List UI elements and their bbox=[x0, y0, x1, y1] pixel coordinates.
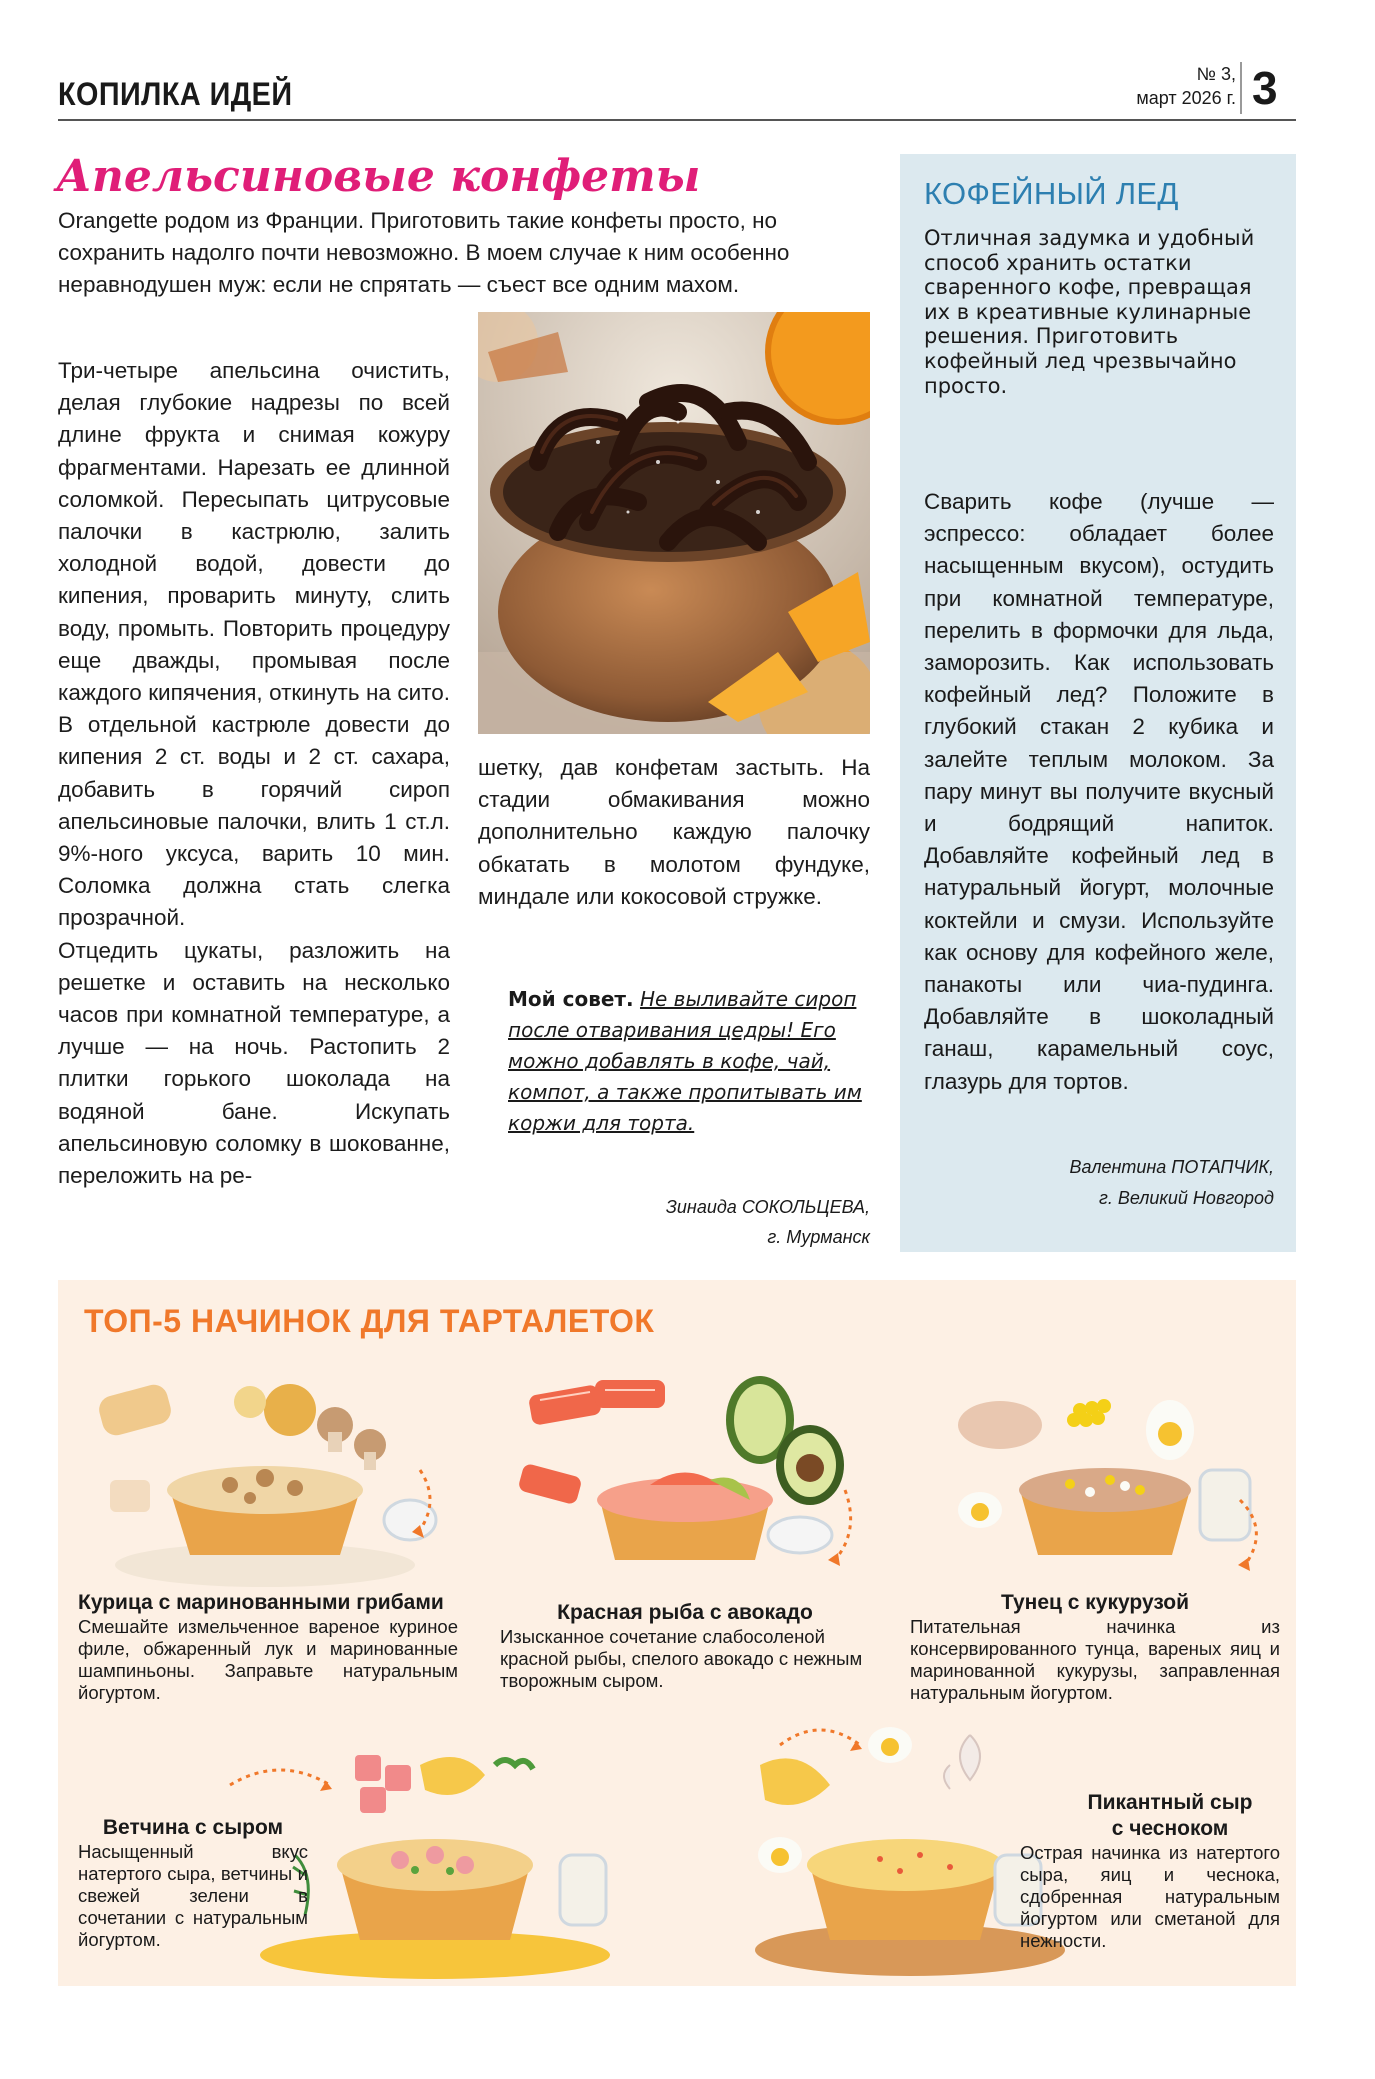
tartlet-tuna-illustration bbox=[940, 1360, 1280, 1590]
article-paragraph: Три-четыре апельсина очистить, делая глубокие надрезы по всей длине фрукта и снимая кожуру фрагментами. Нарезать ее длинной соломкой. Пересыпать цитрусовые палочки в кастрюлю, залить холодной водой, довести до кипения, проварить минуту, слить воду, промыть. Повторить процедуру еще дважды, промывая после каждого кипячения, откинуть на сито. В отдельной кастрюле довести до кипения 2 ст. воды и 2 ст. сахара, добавить в горячий сироп апельсиновые палочки, влить 1 ст.л. 9%-ного уксуса, варить 10 мин. Соломка должна стать слегка прозрачной. bbox=[58, 358, 450, 931]
tartlet-name: Красная рыба с авокадо bbox=[557, 1601, 813, 1624]
section-title: КОПИЛКА ИДЕЙ bbox=[58, 76, 293, 112]
tartlet-name: Курица с маринованными грибами bbox=[78, 1591, 444, 1614]
issue-date: март 2026 г. bbox=[1136, 88, 1236, 108]
coffee-city: г. Великий Новгород bbox=[1098, 1188, 1274, 1208]
advice-block bbox=[508, 984, 870, 1139]
header-rule bbox=[58, 119, 1296, 121]
tartlet-chicken-illustration bbox=[90, 1360, 440, 1590]
tartlet-description: Питательная начинка из консервированного тунца, вареных яиц и маринованной кукурузы, заправленная натуральным йогуртом. bbox=[910, 1616, 1280, 1703]
header-divider bbox=[1240, 62, 1242, 114]
article-intro: Orangette родом из Франции. Приготовить такие конфеты просто, но сохранить надолго почти невозможно. В моем случае к ним особенно неравнодушен муж: если не спрятать — съест все одним махом. bbox=[58, 208, 790, 298]
tartlet-name-line: с чесноком bbox=[1111, 1817, 1229, 1840]
coffee-intro: Отличная задумка и удобный способ хранить остатки сваренного кофе, превращая их в креативные кулинарные решения. Приготовить кофейный лед чрезвычайно просто. bbox=[924, 226, 1255, 398]
tartlet-item-2 bbox=[500, 1600, 870, 1692]
advice-text: Не выливайте сироп после отваривания цедры! Его можно добавлять в кофе, чай, компот, а также пропитывать им коржи для торта. bbox=[508, 987, 862, 1135]
tartlet-item-1 bbox=[78, 1590, 458, 1704]
tartlet-name: Тунец с кукурузой bbox=[1000, 1591, 1190, 1614]
issue-number: № 3, bbox=[1196, 64, 1236, 84]
tartlet-item-4 bbox=[78, 1815, 308, 1951]
tartlet-description: Насыщенный вкус натертого сыра, ветчины и свежей зелени в сочетании с натуральным йогуртом. bbox=[78, 1841, 308, 1950]
article-column-1 bbox=[58, 355, 450, 1192]
coffee-author: Валентина ПОТАПЧИК, bbox=[1069, 1157, 1274, 1177]
article-signature bbox=[540, 1192, 870, 1252]
tartlet-fish-illustration bbox=[510, 1360, 860, 1590]
tartlet-name bbox=[1060, 1790, 1280, 1842]
tartlet-item-5-desc bbox=[1020, 1842, 1280, 1952]
advice-lead: Мой совет. bbox=[508, 987, 634, 1011]
tartlet-item-5 bbox=[1060, 1790, 1280, 1842]
article-author: Зинаида СОКОЛЬЦЕВА, bbox=[665, 1197, 870, 1217]
article-city: г. Мурманск bbox=[767, 1227, 870, 1247]
tartlet-description: Смешайте измельченное вареное куриное филе, обжаренный лук и маринованные шампиньоны. Заправьте натуральным йогуртом. bbox=[78, 1616, 458, 1703]
tartlet-name-line: Пикантный сыр bbox=[1087, 1791, 1253, 1814]
coffee-signature bbox=[924, 1152, 1274, 1214]
tartlet-description: Острая начинка из натертого сыра, яиц и чеснока, сдобренная натуральным йогуртом или сметаной для нежности. bbox=[1020, 1842, 1280, 1951]
tartlet-description: Изысканное сочетание слабосоленой красной рыбы, спелого авокадо с нежным творожным сыром. bbox=[500, 1626, 863, 1691]
chocolate-orange-candies-image bbox=[478, 312, 870, 734]
article-column-2: шетку, дав конфетам застыть. На стадии обмакивания можно дополнительно каждую палочку обкатать в молотом фундуке, миндале или кокосовой стружке. bbox=[478, 755, 870, 909]
tartlet-item-3 bbox=[910, 1590, 1280, 1704]
tartlets-title: ТОП-5 НАЧИНОК ДЛЯ ТАРТАЛЕТОК bbox=[84, 1303, 655, 1339]
coffee-title: КОФЕЙНЫЙ ЛЕД bbox=[924, 176, 1179, 211]
article-paragraph: Отцедить цукаты, разложить на решетке и оставить на несколько часов при комнатной температуре, а лучше — на ночь. Растопить 2 плитки горького шоколада на водяной бане. Искупать апельсиновую соломку в шокованне, переложить на ре- bbox=[58, 937, 450, 1189]
page-number: 3 bbox=[1252, 62, 1278, 114]
tartlet-name: Ветчина с сыром bbox=[102, 1816, 284, 1839]
candies-photo bbox=[478, 312, 870, 734]
issue-info bbox=[1110, 62, 1236, 110]
coffee-body: Сварить кофе (лучше — эспрессо: обладает более насыщенным вкусом), остудить при комнатной температуре, перелить в формочки для льда, заморозить. Как использовать кофейный лед? Положите в глубокий стакан 2 кубика и залейте теплым молоком. За пару минут вы получите вкусный и бодрящий напиток. Добавляйте кофейный лед в натуральный йогурт, молочные коктейли и смузи. Используйте как основу для кофейного желе, панакоты или чиа-пудинга. Добавляйте в шоколадный ганаш, карамельный соус, глазурь для тортов. bbox=[924, 489, 1274, 1094]
article-title: Апельсиновые конфеты bbox=[56, 151, 701, 202]
